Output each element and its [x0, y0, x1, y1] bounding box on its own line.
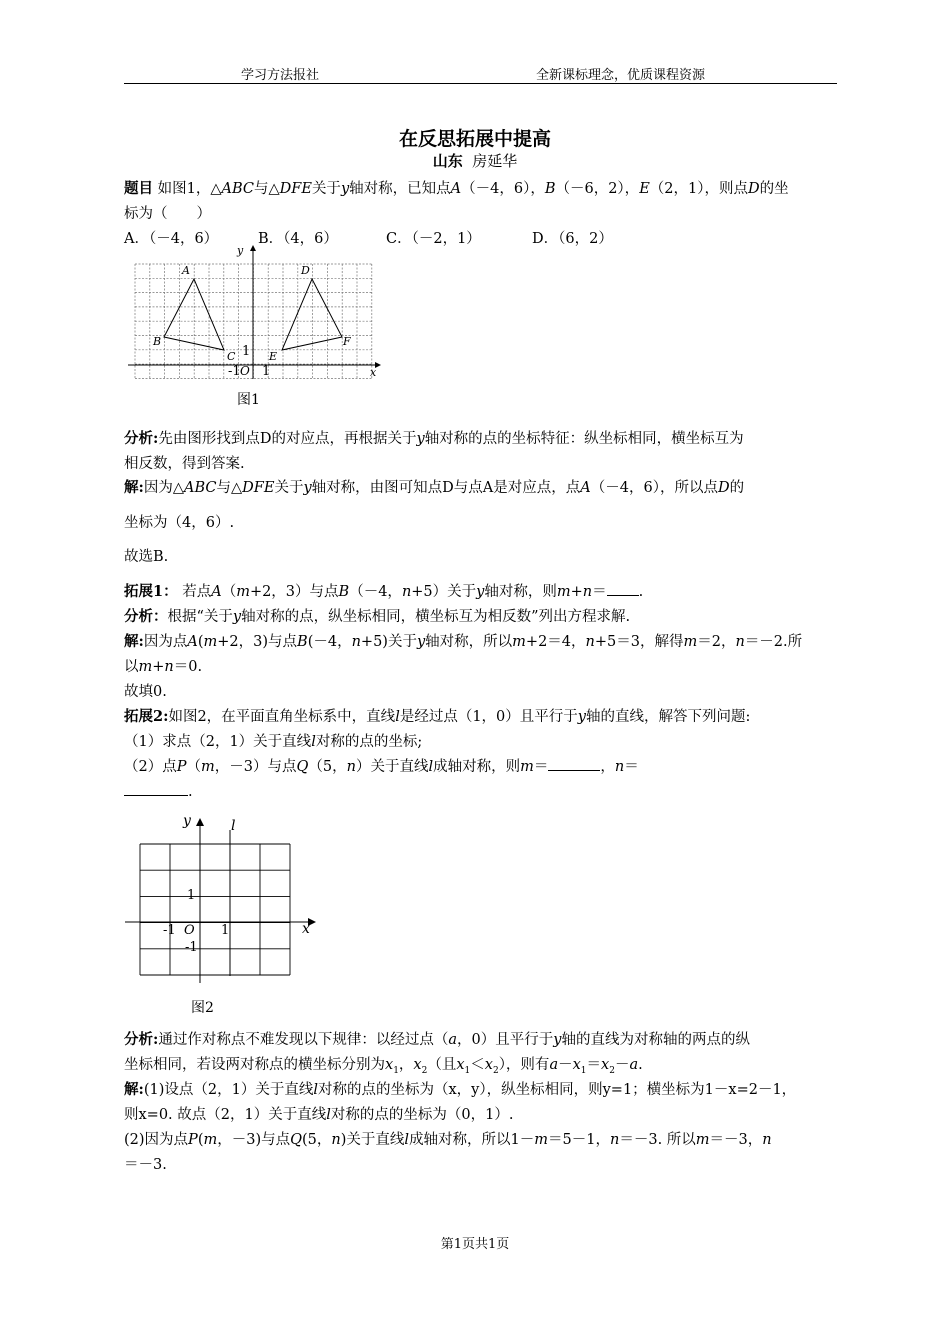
analysis-3-t2: ，0）且平行于 [457, 1032, 554, 1048]
solution-1-D: D [717, 480, 730, 496]
problem-y: y [340, 181, 350, 197]
extension-2-t1: 如图2，在平面直角坐标系中，直线 [168, 709, 396, 725]
solution-2-t7: +2＝4， [525, 634, 586, 650]
solution-3-l3a: (2)因为点 [124, 1132, 189, 1148]
extension-2-q2g: ＝ [533, 759, 549, 775]
extension-2-y: y [577, 709, 586, 725]
extension-2-t3: 轴的直线，解答下列问题: [585, 709, 751, 725]
extension-1-t7: ＝ [592, 584, 607, 600]
solution-3-n2: n [610, 1132, 620, 1148]
analysis-1-y: y [416, 431, 425, 447]
analysis-3-y: y [553, 1032, 562, 1048]
page-title: 在反思拓展中提高 [398, 128, 551, 150]
solution-1-abc: ABC [184, 480, 217, 496]
label-O-1: O [240, 364, 250, 378]
solution-1-t2: 与△ [216, 480, 243, 496]
solution-3-label: 解: [124, 1081, 144, 1098]
label-neg-one-y-2: -1 [185, 940, 198, 955]
label-l-2: l [231, 818, 236, 834]
solution-3-l: l [313, 1082, 318, 1098]
header-rule [124, 83, 837, 84]
solution-1-t3: 关于 [274, 480, 304, 496]
extension-2-blank-m [548, 756, 600, 771]
label-x-2: x [302, 921, 310, 937]
extension-2-P: P [176, 759, 187, 775]
analysis-3-x1c: x [572, 1057, 581, 1073]
extension-2-blank-n [124, 781, 188, 796]
label-y-1: y [237, 244, 244, 257]
extension-1-t3: +2，3）与点 [249, 584, 339, 600]
page-footer: 第1页共1页 [440, 1237, 510, 1252]
solution-2-y: y [416, 634, 426, 650]
triangle-dfe [282, 279, 342, 350]
solution-1-t1: 因为△ [143, 480, 185, 496]
label-B: B [153, 335, 162, 348]
solution-3-l3e: )关于直线 [340, 1132, 405, 1148]
label-C: C [227, 350, 236, 363]
solution-3-l3c: ，－3)与点 [217, 1132, 291, 1148]
solution-3-P: P [188, 1132, 198, 1148]
extension-1-blank [607, 581, 639, 596]
option-d: D．（6，2） [532, 231, 613, 247]
analysis-3-s1c: 1 [580, 1065, 587, 1076]
solution-2-t8: +5＝3，解得 [594, 634, 684, 650]
extension-1-m: m [236, 584, 250, 600]
analysis-3-l2d: ＜ [470, 1057, 485, 1073]
figure-1-y-arrow [250, 245, 256, 251]
analysis-3-a: a [448, 1032, 458, 1048]
problem-line2: 标为（ ） [124, 206, 211, 222]
solution-3-l2a: 则x=0. 故点（2，1）关于直线 [124, 1107, 327, 1123]
extension-1-t8: . [638, 584, 644, 600]
solution-3-l-3: l [404, 1132, 410, 1148]
solution-3-m: m [203, 1132, 218, 1148]
extension-1-y: y [476, 584, 485, 600]
extension-2-q1-l: l [311, 734, 316, 750]
author-province: 山东 [432, 152, 463, 170]
solution-3-n: n [331, 1132, 341, 1148]
extension-1 [124, 579, 838, 605]
solution-3-l3f: 成轴对称，所以1－ [409, 1132, 535, 1148]
option-b: B．（4，6） [258, 231, 338, 247]
analysis-3-l2h: － [614, 1057, 630, 1073]
extension-2-q2c: ，－3）与点 [214, 759, 297, 775]
label-O-2: O [184, 923, 195, 938]
solution-3-m3: m [695, 1132, 710, 1148]
extension-2-q2b: （ [186, 759, 201, 775]
solution-1-t4: 轴对称，由图可知点D与点A是对应点，点 [311, 480, 581, 496]
extension-2-q2-l: l [428, 759, 434, 775]
analysis-3-s2b: 2 [492, 1065, 499, 1076]
solution-1-t5: （－4，6），所以点 [590, 480, 718, 496]
solution-1-label: 解: [124, 479, 144, 496]
extension-2-n: n [346, 759, 356, 775]
extension-1-t4: （－4， [349, 584, 402, 600]
label-x-1: x [370, 366, 377, 379]
extension-2-q1a: （1）求点（2，1）关于直线 [124, 734, 312, 750]
problem-b-coord: （－6，2）， [555, 181, 640, 197]
solution-3-l3i: ＝－3， [709, 1132, 763, 1148]
label-one-y-1: 1 [242, 344, 251, 359]
problem-statement [124, 176, 838, 227]
analysis-3-l2f: － [558, 1057, 573, 1073]
problem-e-coord: （2，1），则点 [649, 181, 748, 197]
solution-2-t5: +5)关于 [360, 634, 417, 650]
solution-2-t10: ＝－2.所 [744, 634, 803, 650]
analysis-3-x1: x [385, 1057, 394, 1073]
analysis-3-l2c: （且 [427, 1057, 457, 1073]
figure-2 [120, 808, 320, 983]
problem-E: E [639, 181, 650, 197]
solution-2-mn: m+n [138, 659, 174, 675]
analysis-3-l2e: ），则有 [498, 1057, 550, 1073]
problem-label: 题目 [124, 180, 153, 197]
extension-1-mn: m+n [556, 584, 593, 600]
solution-3-l4: ＝－3. [124, 1157, 167, 1173]
solution-3-l1b: 对称的点的坐标为（x，y），纵坐标相同，则y=1；横坐标为1－x=2－1， [318, 1082, 797, 1098]
extension-2-q2e: ）关于直线 [355, 759, 429, 775]
extension-2-q2f: 成轴对称，则 [433, 759, 521, 775]
solution-2-m: m [203, 634, 218, 650]
author [0, 150, 950, 171]
header-right: 全新课标理念，优质课程资源 [536, 68, 706, 83]
problem-text-a: 如图1，△ [157, 181, 222, 197]
solution-3-l1: (1)设点（2，1）关于直线 [143, 1082, 314, 1098]
problem-D: D [747, 181, 760, 197]
figure-2-y-arrow [196, 818, 204, 826]
option-c: C．（－2，1） [386, 231, 481, 247]
extension-2-q2h: ， [600, 759, 615, 775]
label-D: D [301, 264, 310, 277]
solution-2-t3: +2，3)与点 [217, 634, 298, 650]
analysis-3-x2b: x [484, 1057, 493, 1073]
solution-2-n2: n [585, 634, 595, 650]
solution-2 [124, 629, 838, 705]
extension-2-m: m [201, 759, 215, 775]
solution-3-l-2: l [326, 1107, 331, 1123]
solution-2-n: n [351, 634, 361, 650]
solution-1-y: y [303, 480, 312, 496]
solution-3-l3h: ＝－3. 所以 [619, 1132, 696, 1148]
extension-2-q1b: 对称的点的坐标; [315, 734, 423, 750]
solution-3-l3b: ( [197, 1132, 204, 1148]
analysis-2-text2: 轴对称的点，纵坐标相同，横坐标互为相反数”列出方程求解. [241, 609, 631, 625]
extension-2-n2: n [614, 759, 625, 775]
analysis-3-label: 分析: [124, 1031, 159, 1048]
extension-1-t6: 轴对称，则 [484, 584, 557, 600]
problem-abc: ABC [221, 181, 254, 197]
extension-1-t1: 若点 [182, 584, 212, 600]
figure-1 [120, 244, 390, 384]
solution-2-m2: m [512, 634, 526, 650]
problem-text-d: 轴对称，已知点 [349, 181, 451, 197]
extension-1-t2: （ [221, 584, 237, 600]
extension-2-t2: 是经过点（1，0）且平行于 [399, 709, 578, 725]
extension-2-q2j: . [188, 784, 193, 800]
solution-2-line2a: 以 [124, 659, 139, 675]
solution-1-line3: 故选B. [124, 549, 169, 565]
label-neg-one-2: -1 [163, 923, 176, 938]
solution-1 [124, 475, 838, 501]
solution-1-dfe: DFE [242, 480, 275, 496]
option-a: A．（－4，6） [124, 231, 219, 247]
solution-2-m3: m [683, 634, 698, 650]
analysis-1-label: 分析: [124, 430, 159, 447]
extension-2-label: 拓展2: [124, 708, 169, 725]
analysis-3 [124, 1027, 838, 1084]
analysis-2-text: 根据“关于 [167, 609, 233, 625]
analysis-1-t2: 轴对称的点的坐标特征：纵坐标相同，横坐标互为 [424, 431, 744, 447]
analysis-3-a3: a [629, 1057, 639, 1073]
label-A: A [182, 264, 190, 277]
author-name: 房延华 [472, 152, 518, 170]
analysis-2-label: 分析： [124, 608, 168, 625]
analysis-1-line2: 相反数，得到答案. [124, 456, 245, 472]
analysis-1-t1: 先由图形找到点D的对应点，再根据关于 [158, 431, 417, 447]
problem-A: A [450, 181, 462, 197]
figure-1-caption: 图1 [237, 392, 260, 408]
solution-2-t9: ＝2， [697, 634, 736, 650]
solution-2-B: B [297, 634, 308, 650]
solution-2-t2: ( [197, 634, 204, 650]
analysis-3-l2g: ＝ [586, 1057, 602, 1073]
analysis-2-y: y [232, 609, 242, 625]
solution-2-line2b: ＝0. [173, 659, 203, 675]
solution-2-label: 解: [124, 633, 144, 650]
extension-2-l: l [395, 709, 400, 725]
label-one-x-2: 1 [221, 923, 230, 938]
solution-2-t1: 因为点 [143, 634, 188, 650]
solution-2-A: A [187, 634, 198, 650]
extension-1-n: n [401, 584, 412, 600]
analysis-3-s2: 2 [421, 1065, 428, 1076]
analysis-3-l2a: 坐标相同，若设两对称点的横坐标分别为 [124, 1057, 385, 1073]
extension-1-t5: +5）关于 [411, 584, 477, 600]
solution-2-t4: (－4， [307, 634, 352, 650]
label-y-2: y [183, 813, 191, 829]
analysis-2 [124, 604, 838, 630]
header-left: 学习方法报社 [241, 68, 320, 83]
solution-1-A: A [580, 480, 591, 496]
solution-3 [124, 1077, 838, 1178]
solution-2-line3: 故填0. [124, 684, 167, 700]
solution-2-t6: 轴对称，所以 [425, 634, 513, 650]
analysis-3-t1: 通过作对称点不难发现以下规律：以经过点（ [158, 1032, 449, 1048]
figure-2-caption: 图2 [191, 1000, 214, 1016]
extension-1-A: A [211, 584, 222, 600]
label-E: E [269, 350, 278, 363]
analysis-3-x2: x [413, 1057, 422, 1073]
problem-dfe: DFE [279, 181, 312, 197]
extension-2-Q: Q [296, 759, 309, 775]
solution-1-t6: 的 [729, 480, 745, 496]
label-neg-one-1: -1 [228, 364, 241, 379]
problem-a-coord: （－4，6）， [461, 181, 545, 197]
analysis-3-s1: 1 [393, 1065, 399, 1076]
analysis-3-t3: 轴的直线为对称轴的两点的纵 [561, 1032, 750, 1048]
solution-3-n3: n [762, 1132, 772, 1148]
solution-3-Q: Q [290, 1132, 303, 1148]
problem-B: B [544, 181, 556, 197]
analysis-3-a2: a [549, 1057, 559, 1073]
analysis-3-x1b: x [456, 1057, 465, 1073]
extension-2 [124, 704, 838, 805]
extension-1-label: 拓展1： [124, 583, 178, 600]
analysis-1 [124, 426, 838, 477]
extension-2-q2a: （2）点 [124, 759, 177, 775]
solution-3-l3g: ＝5－1， [548, 1132, 610, 1148]
analysis-3-x2c: x [601, 1057, 610, 1073]
solution-3-l3d: (5， [302, 1132, 332, 1148]
analysis-3-l2i: . [638, 1057, 643, 1073]
solution-3-l2b: 对称的点的坐标为（0，1）. [330, 1107, 514, 1123]
extension-2-q2i: ＝ [624, 759, 639, 775]
problem-text-c: 关于 [311, 181, 341, 197]
label-one-x-1: 1 [262, 364, 271, 379]
figure-2-grid [140, 844, 290, 975]
solution-1-line2: 坐标为（4，6）. [124, 515, 235, 531]
analysis-3-s2c: 2 [609, 1065, 615, 1076]
solution-3-m2: m [534, 1132, 549, 1148]
problem-text-e: 的坐 [759, 181, 789, 197]
label-one-y-2: 1 [187, 888, 196, 903]
label-F: F [343, 335, 351, 348]
extension-1-B: B [338, 584, 350, 600]
analysis-3-s1b: 1 [464, 1065, 471, 1076]
analysis-3-l2b: ， [398, 1057, 414, 1073]
solution-2-n3: n [735, 634, 745, 650]
extension-2-q2d: （5， [308, 759, 347, 775]
problem-text-b: 与△ [254, 181, 280, 197]
extension-2-m2: m [520, 759, 534, 775]
